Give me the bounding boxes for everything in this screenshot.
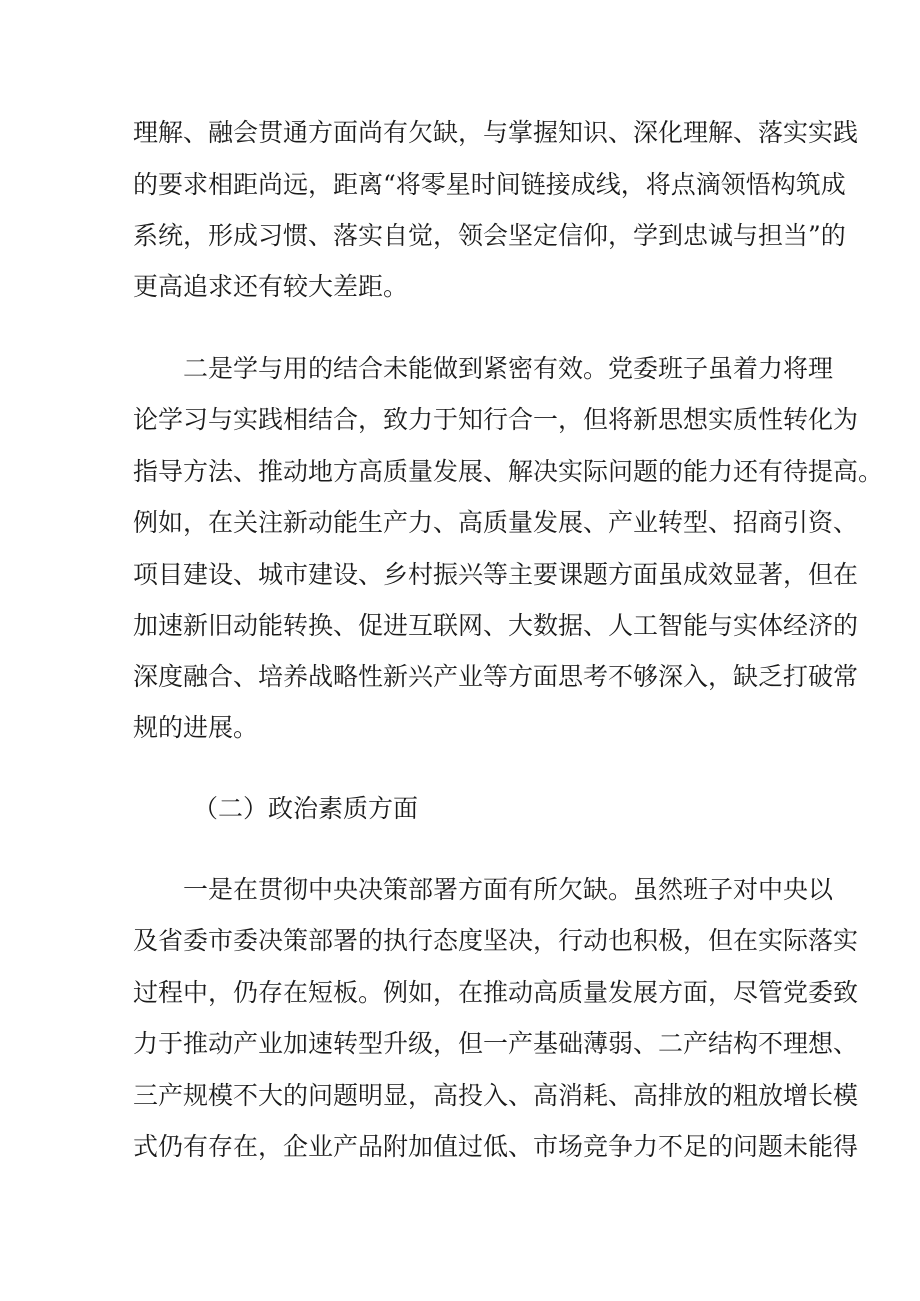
paragraph-2-line-3: 指导方法、推动地方高质量发展、解决实际问题的能力还有待提高。	[133, 457, 884, 486]
paragraph-3-line-4: 力于推动产业加速转型升级，但一产基础薄弱、二产结构不理想、	[133, 1029, 859, 1058]
paragraph-2-line-1: 二是学与用的结合未能做到紧密有效。党委班子虽着力将理	[183, 354, 834, 383]
paragraph-2-line-2: 论学习与实践相结合，致力于知行合一，但将新思想实质性转化为	[133, 405, 859, 434]
paragraph-3-line-1: 一是在贯彻中央决策部署方面有所欠缺。虽然班子对中央以	[183, 875, 834, 904]
paragraph-1-line-2: 的要求相距尚远，距离“将零星时间链接成线，将点滴领悟构筑成	[133, 170, 846, 199]
paragraph-3-line-3: 过程中，仍存在短板。例如，在推动高质量发展方面，尽管党委致	[133, 978, 859, 1007]
section-heading: （二）政治素质方面	[193, 794, 419, 823]
paragraph-2-line-7: 深度融合、培养战略性新兴产业等方面思考不够深入，缺乏打破常	[133, 662, 859, 691]
paragraph-2-line-4: 例如，在关注新动能生产力、高质量发展、产业转型、招商引资、	[133, 508, 859, 537]
paragraph-3-line-2: 及省委市委决策部署的执行态度坚决，行动也积极，但在实际落实	[133, 926, 859, 955]
paragraph-1-line-4: 更高追求还有较大差距。	[133, 272, 409, 301]
paragraph-3-line-6: 式仍有存在，企业产品附加值过低、市场竞争力不足的问题未能得	[133, 1132, 859, 1161]
paragraph-1-line-1: 理解、融会贯通方面尚有欠缺，与掌握知识、深化理解、落实实践	[133, 118, 859, 147]
paragraph-3-line-5: 三产规模不大的问题明显，高投入、高消耗、高排放的粗放增长模	[133, 1081, 859, 1110]
paragraph-2-line-5: 项目建设、城市建设、乡村振兴等主要课题方面虽成效显著，但在	[133, 560, 859, 589]
paragraph-2-line-6: 加速新旧动能转换、促进互联网、大数据、人工智能与实体经济的	[133, 611, 859, 640]
paragraph-1-line-3: 系统，形成习惯、落实自觉，领会坚定信仰，学到忠诚与担当”的	[133, 221, 846, 250]
paragraph-2-line-8: 规的进展。	[133, 713, 259, 742]
